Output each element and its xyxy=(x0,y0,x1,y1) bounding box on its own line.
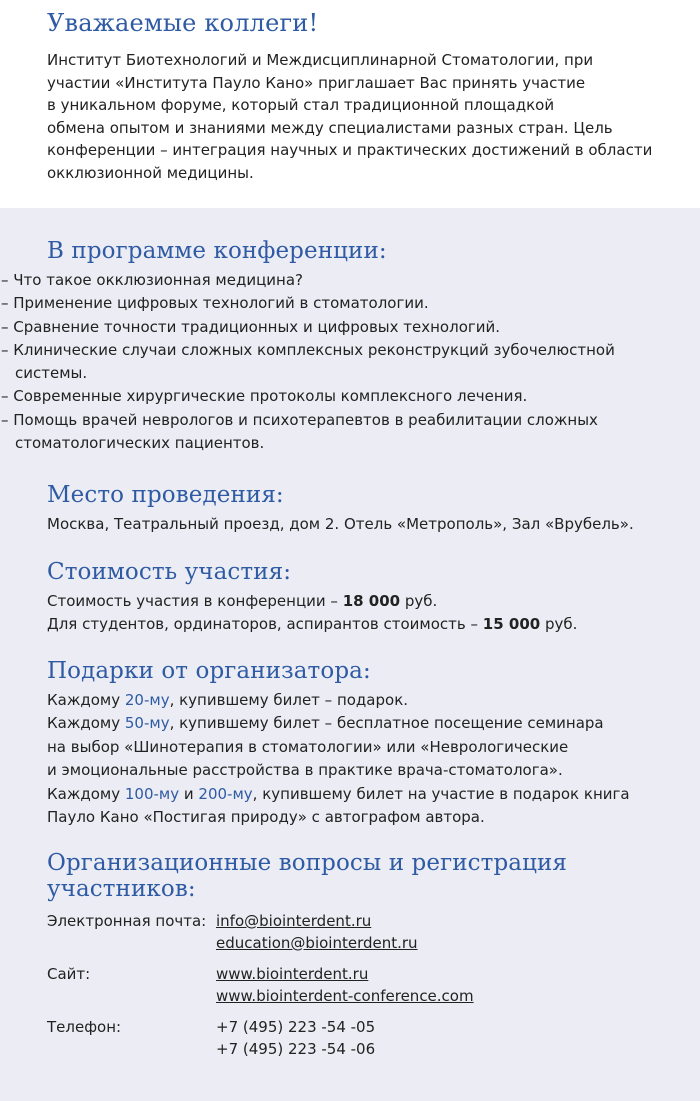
price-regular: 18 000 xyxy=(342,591,401,610)
venue-address: Москва, Театральный проезд, дом 2. Отель «Метрополь», Зал «Врубель». xyxy=(47,515,634,534)
venue-section xyxy=(47,481,700,537)
main-section xyxy=(0,208,700,1060)
program-list xyxy=(1,269,651,455)
intro-line: обмена опытом и знаниями между специалистами разных стран. Цель xyxy=(47,118,613,137)
gifts-section xyxy=(47,657,700,830)
program-item: – Современные хирургические протоколы комплексного лечения. xyxy=(1,387,528,406)
gift-line: Каждому 20-му, купившему билет – подарок. xyxy=(47,690,409,709)
phone-number: +7 (495) 223 -54 -05 xyxy=(216,1017,376,1036)
site-label: Сайт: xyxy=(47,964,91,983)
cost-section xyxy=(47,558,700,637)
program-item: – Что такое окклюзионная медицина? xyxy=(1,271,303,289)
program-item: – Сравнение точности традиционных и цифровых технологий. xyxy=(1,317,501,336)
intro-text xyxy=(47,49,657,184)
gift-line: Каждому 100-му и 200-му, купившему билет на участие в подарок книга xyxy=(47,784,630,803)
gift-line: Пауло Кано «Постигая природу» с автографом автора. xyxy=(47,808,485,827)
site-link-conference[interactable]: www.biointerdent-conference.com xyxy=(216,986,474,1005)
intro-section xyxy=(0,0,700,208)
intro-line: окклюзионной медицины. xyxy=(47,163,254,182)
intro-line: конференции – интеграция научных и практических достижений в области xyxy=(47,141,653,159)
program-title: В программе конференции: xyxy=(47,238,387,264)
greeting-title: Уважаемые коллеги! xyxy=(47,9,319,37)
site-link-main[interactable]: www.biointerdent.ru xyxy=(216,964,369,983)
cost-line-students: Для студентов, ординаторов, аспирантов стоимость – 15 000 руб. xyxy=(47,615,578,634)
email-label: Электронная почта: xyxy=(47,911,207,930)
gift-number: 200-му xyxy=(198,784,253,803)
program-item: – Помощь врачей неврологов и психотерапевтов в реабилитации сложных стоматологических пациентов. xyxy=(1,410,598,453)
email-row xyxy=(47,910,700,954)
cost-title: Стоимость участия: xyxy=(47,558,292,585)
venue-title: Место проведения: xyxy=(47,482,284,509)
gift-line: на выбор «Шинотерапия в стоматологии» или «Неврологические xyxy=(47,737,569,756)
phone-number: +7 (495) 223 -54 -06 xyxy=(216,1039,376,1058)
contacts-block xyxy=(47,910,700,1060)
cost-line-regular: Стоимость участия в конференции – 18 000 руб. xyxy=(47,591,438,610)
gifts-title: Подарки от организатора: xyxy=(47,657,371,684)
gift-line: Каждому 50-му, купившему билет – бесплатное посещение семинара xyxy=(47,714,604,733)
organization-section xyxy=(47,850,700,1060)
intro-line: Институт Биотехнологий и Междисциплинарной Стоматологии, при xyxy=(47,51,594,69)
gift-number: 50-му xyxy=(124,714,170,733)
price-students: 15 000 xyxy=(482,615,541,634)
phone-row xyxy=(47,1016,700,1060)
phone-label: Телефон: xyxy=(47,1017,122,1036)
gift-line: и эмоциональные расстройства в практике врача-стоматолога». xyxy=(47,761,563,780)
email-link-info[interactable]: info@biointerdent.ru xyxy=(216,911,372,930)
gift-number: 100-му xyxy=(124,784,180,803)
site-row xyxy=(47,963,700,1007)
intro-line: в уникальном форуме, который стал традиционной площадкой xyxy=(47,96,555,114)
program-item: – Клинические случаи сложных комплексных реконструкций зубочелюстной системы. xyxy=(1,340,615,383)
email-link-education[interactable]: education@biointerdent.ru xyxy=(216,933,418,952)
program-item: – Применение цифровых технологий в стоматологии. xyxy=(1,294,429,313)
intro-line: участии «Института Пауло Кано» приглашает Вас принять участие xyxy=(47,73,586,92)
gift-number: 20-му xyxy=(124,690,170,709)
program-section xyxy=(1,237,700,455)
organization-title: Организационные вопросы и регистрация участников: xyxy=(47,849,568,902)
